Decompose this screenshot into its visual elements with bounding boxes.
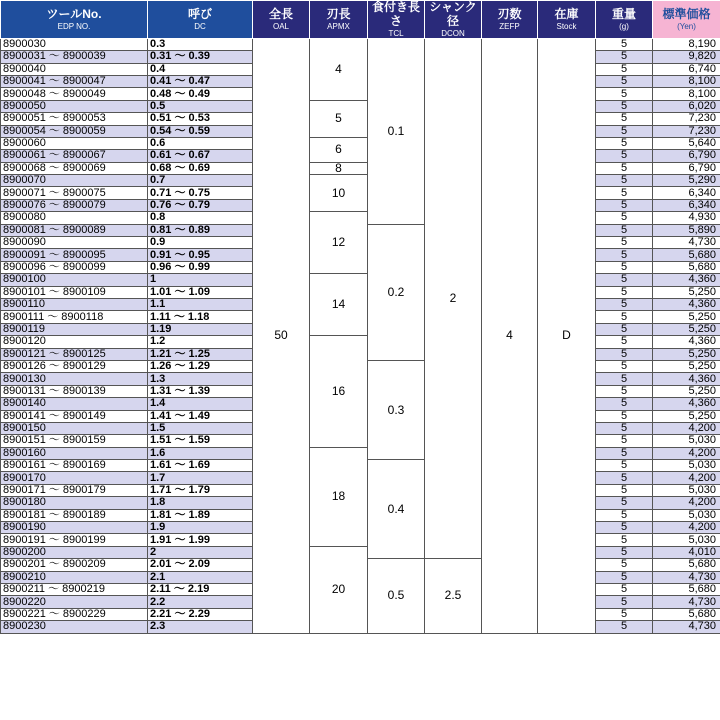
edp-number-cell: 8900211 ～ 8900219 [1,583,148,595]
diameter-cell: 0.54 ～ 0.59 [148,125,253,137]
weight-cell: 5 [596,298,653,310]
table-row [1,336,720,348]
diameter-cell: 1 [148,274,253,286]
edp-number-cell: 8900201 ～ 8900209 [1,559,148,571]
apmx-cell: 16 [310,336,368,448]
edp-number-cell: 8900151 ～ 8900159 [1,435,148,447]
diameter-cell: 2.1 [148,571,253,583]
weight-cell: 5 [596,261,653,273]
diameter-cell: 2.11 ～ 2.19 [148,583,253,595]
weight-cell: 5 [596,497,653,509]
tcl-cell: 0.1 [368,38,425,224]
diameter-cell: 1.71 ～ 1.79 [148,484,253,496]
edp-number-cell: 8900171 ～ 8900179 [1,484,148,496]
weight-cell: 5 [596,385,653,397]
price-cell: 4,360 [653,298,720,310]
edp-number-cell: 8900200 [1,546,148,558]
weight-cell: 5 [596,274,653,286]
table-row [1,100,720,112]
header-weight: 重量 (g) [596,1,653,39]
weight-cell: 5 [596,336,653,348]
diameter-cell: 1.8 [148,497,253,509]
edp-number-cell: 8900031 ～ 8900039 [1,51,148,63]
price-cell: 5,290 [653,175,720,187]
diameter-cell: 1.6 [148,447,253,459]
table-row [1,546,720,558]
apmx-cell: 5 [310,100,368,137]
price-cell: 4,200 [653,422,720,434]
price-cell: 4,730 [653,621,720,633]
weight-cell: 5 [596,422,653,434]
edp-number-cell: 8900221 ～ 8900229 [1,608,148,620]
table-row [1,447,720,459]
weight-cell: 5 [596,38,653,50]
price-cell: 5,250 [653,323,720,335]
price-cell: 5,030 [653,534,720,546]
edp-number-cell: 8900220 [1,596,148,608]
edp-number-cell: 8900140 [1,398,148,410]
edp-number-cell: 8900120 [1,336,148,348]
price-cell: 4,360 [653,373,720,385]
edp-number-cell: 8900160 [1,447,148,459]
price-cell: 5,250 [653,311,720,323]
diameter-cell: 1.21 ～ 1.25 [148,348,253,360]
table-row [1,274,720,286]
price-cell: 4,360 [653,336,720,348]
edp-number-cell: 8900068 ～ 8900069 [1,162,148,174]
apmx-cell: 10 [310,175,368,212]
edp-number-cell: 8900130 [1,373,148,385]
weight-cell: 5 [596,398,653,410]
weight-cell: 5 [596,150,653,162]
header-oal: 全長 OAL [253,1,310,39]
price-cell: 5,250 [653,348,720,360]
diameter-cell: 1.51 ～ 1.59 [148,435,253,447]
table-body [1,38,720,633]
weight-cell: 5 [596,546,653,558]
price-cell: 5,030 [653,509,720,521]
price-cell: 8,100 [653,75,720,87]
diameter-cell: 0.68 ～ 0.69 [148,162,253,174]
weight-cell: 5 [596,522,653,534]
weight-cell: 5 [596,410,653,422]
diameter-cell: 1.81 ～ 1.89 [148,509,253,521]
price-cell: 4,930 [653,212,720,224]
header-dcon: シャンク径 DCON [425,1,482,39]
weight-cell: 5 [596,484,653,496]
edp-number-cell: 8900041 ～ 8900047 [1,75,148,87]
price-cell: 7,230 [653,113,720,125]
diameter-cell: 1.19 [148,323,253,335]
diameter-cell: 1.61 ～ 1.69 [148,460,253,472]
edp-number-cell: 8900180 [1,497,148,509]
edp-number-cell: 8900161 ～ 8900169 [1,460,148,472]
edp-number-cell: 8900061 ～ 8900067 [1,150,148,162]
tcl-cell: 0.5 [368,559,425,633]
weight-cell: 5 [596,509,653,521]
weight-cell: 5 [596,596,653,608]
weight-cell: 5 [596,224,653,236]
diameter-cell: 0.51 ～ 0.53 [148,113,253,125]
dcon-cell: 2 [425,38,482,558]
weight-cell: 5 [596,621,653,633]
price-cell: 4,360 [653,274,720,286]
price-cell: 5,680 [653,608,720,620]
diameter-cell: 0.91 ～ 0.95 [148,249,253,261]
edp-number-cell: 8900170 [1,472,148,484]
diameter-cell: 1.31 ～ 1.39 [148,385,253,397]
weight-cell: 5 [596,360,653,372]
price-cell: 4,200 [653,472,720,484]
price-cell: 6,740 [653,63,720,75]
price-cell: 9,820 [653,51,720,63]
diameter-cell: 2.01 ～ 2.09 [148,559,253,571]
weight-cell: 5 [596,212,653,224]
header-edp: ツールNo. EDP NO. [1,1,148,39]
price-cell: 5,030 [653,460,720,472]
zefp-cell: 4 [482,38,538,633]
apmx-cell: 8 [310,162,368,174]
table-row [1,162,720,174]
weight-cell: 5 [596,311,653,323]
price-cell: 6,790 [653,150,720,162]
diameter-cell: 0.76 ～ 0.79 [148,199,253,211]
diameter-cell: 0.31 ～ 0.39 [148,51,253,63]
edp-number-cell: 8900110 [1,298,148,310]
weight-cell: 5 [596,571,653,583]
edp-number-cell: 8900040 [1,63,148,75]
edp-number-cell: 8900071 ～ 8900075 [1,187,148,199]
diameter-cell: 0.6 [148,137,253,149]
edp-number-cell: 8900126 ～ 8900129 [1,360,148,372]
diameter-cell: 1.2 [148,336,253,348]
edp-number-cell: 8900191 ～ 8900199 [1,534,148,546]
apmx-cell: 14 [310,274,368,336]
edp-number-cell: 8900060 [1,137,148,149]
diameter-cell: 1.1 [148,298,253,310]
header-stock: 在庫 Stock [538,1,596,39]
diameter-cell: 0.41 ～ 0.47 [148,75,253,87]
edp-number-cell: 8900150 [1,422,148,434]
edp-number-cell: 8900181 ～ 8900189 [1,509,148,521]
weight-cell: 5 [596,373,653,385]
diameter-cell: 1.4 [148,398,253,410]
price-cell: 6,340 [653,199,720,211]
diameter-cell: 1.41 ～ 1.49 [148,410,253,422]
tcl-cell: 0.2 [368,224,425,360]
weight-cell: 5 [596,51,653,63]
price-cell: 4,730 [653,596,720,608]
diameter-cell: 1.91 ～ 1.99 [148,534,253,546]
diameter-cell: 0.4 [148,63,253,75]
price-cell: 4,200 [653,522,720,534]
weight-cell: 5 [596,534,653,546]
header-tcl: 食付き長さ TCL [368,1,425,39]
price-cell: 5,250 [653,410,720,422]
dcon-cell: 2.5 [425,559,482,633]
oal-cell: 50 [253,38,310,633]
price-cell: 5,250 [653,385,720,397]
edp-number-cell: 8900076 ～ 8900079 [1,199,148,211]
price-cell: 5,680 [653,559,720,571]
diameter-cell: 1.3 [148,373,253,385]
weight-cell: 5 [596,608,653,620]
weight-cell: 5 [596,63,653,75]
edp-number-cell: 8900051 ～ 8900053 [1,113,148,125]
weight-cell: 5 [596,162,653,174]
price-cell: 4,730 [653,571,720,583]
edp-number-cell: 8900081 ～ 8900089 [1,224,148,236]
weight-cell: 5 [596,113,653,125]
diameter-cell: 2 [148,546,253,558]
diameter-cell: 0.3 [148,38,253,50]
tcl-cell: 0.4 [368,460,425,559]
edp-number-cell: 8900190 [1,522,148,534]
weight-cell: 5 [596,125,653,137]
diameter-cell: 1.9 [148,522,253,534]
stock-cell: D [538,38,596,633]
weight-cell: 5 [596,75,653,87]
header-apmx: 刃長 APMX [310,1,368,39]
price-cell: 5,250 [653,286,720,298]
weight-cell: 5 [596,249,653,261]
diameter-cell: 1.7 [148,472,253,484]
apmx-cell: 20 [310,546,368,633]
price-cell: 5,250 [653,360,720,372]
weight-cell: 5 [596,472,653,484]
price-cell: 6,790 [653,162,720,174]
price-cell: 4,200 [653,447,720,459]
price-cell: 5,030 [653,484,720,496]
diameter-cell: 2.21 ～ 2.29 [148,608,253,620]
diameter-cell: 1.5 [148,422,253,434]
weight-cell: 5 [596,88,653,100]
apmx-cell: 18 [310,447,368,546]
header-price: 標準価格 (Yen) [653,1,720,39]
edp-number-cell: 8900030 [1,38,148,50]
edp-number-cell: 8900048 ～ 8900049 [1,88,148,100]
weight-cell: 5 [596,175,653,187]
apmx-cell: 12 [310,212,368,274]
weight-cell: 5 [596,559,653,571]
edp-number-cell: 8900141 ～ 8900149 [1,410,148,422]
diameter-cell: 0.71 ～ 0.75 [148,187,253,199]
edp-number-cell: 8900100 [1,274,148,286]
diameter-cell: 0.9 [148,237,253,249]
price-cell: 4,200 [653,497,720,509]
apmx-cell: 4 [310,38,368,100]
price-cell: 4,730 [653,237,720,249]
diameter-cell: 2.2 [148,596,253,608]
price-cell: 5,030 [653,435,720,447]
edp-number-cell: 8900096 ～ 8900099 [1,261,148,273]
diameter-cell: 0.81 ～ 0.89 [148,224,253,236]
table-header [1,1,720,39]
edp-number-cell: 8900119 [1,323,148,335]
price-cell: 5,680 [653,261,720,273]
diameter-cell: 1.01 ～ 1.09 [148,286,253,298]
price-cell: 7,230 [653,125,720,137]
price-cell: 4,360 [653,398,720,410]
diameter-cell: 0.5 [148,100,253,112]
price-cell: 4,010 [653,546,720,558]
weight-cell: 5 [596,583,653,595]
price-cell: 5,680 [653,249,720,261]
edp-number-cell: 8900090 [1,237,148,249]
diameter-cell: 2.3 [148,621,253,633]
weight-cell: 5 [596,323,653,335]
price-cell: 8,100 [653,88,720,100]
weight-cell: 5 [596,435,653,447]
edp-number-cell: 8900091 ～ 8900095 [1,249,148,261]
weight-cell: 5 [596,348,653,360]
table-row [1,175,720,187]
price-cell: 6,020 [653,100,720,112]
table-row [1,38,720,50]
diameter-cell: 1.11 ～ 1.18 [148,311,253,323]
weight-cell: 5 [596,286,653,298]
header-zefp: 刃数 ZEFP [482,1,538,39]
price-cell: 6,340 [653,187,720,199]
edp-number-cell: 8900070 [1,175,148,187]
diameter-cell: 0.7 [148,175,253,187]
table-row [1,212,720,224]
price-cell: 8,190 [653,38,720,50]
edp-number-cell: 8900121 ～ 8900125 [1,348,148,360]
price-cell: 5,680 [653,583,720,595]
weight-cell: 5 [596,237,653,249]
tcl-cell: 0.3 [368,360,425,459]
edp-number-cell: 8900111 ～ 8900118 [1,311,148,323]
price-cell: 5,640 [653,137,720,149]
diameter-cell: 0.61 ～ 0.67 [148,150,253,162]
edp-number-cell: 8900101 ～ 8900109 [1,286,148,298]
price-cell: 5,890 [653,224,720,236]
edp-number-cell: 8900080 [1,212,148,224]
weight-cell: 5 [596,137,653,149]
weight-cell: 5 [596,447,653,459]
edp-number-cell: 8900230 [1,621,148,633]
header-dc: 呼び DC [148,1,253,39]
diameter-cell: 0.48 ～ 0.49 [148,88,253,100]
diameter-cell: 0.96 ～ 0.99 [148,261,253,273]
weight-cell: 5 [596,199,653,211]
edp-number-cell: 8900050 [1,100,148,112]
edp-number-cell: 8900210 [1,571,148,583]
weight-cell: 5 [596,460,653,472]
edp-number-cell: 8900054 ～ 8900059 [1,125,148,137]
diameter-cell: 1.26 ～ 1.29 [148,360,253,372]
apmx-cell: 6 [310,137,368,162]
table-row [1,137,720,149]
diameter-cell: 0.8 [148,212,253,224]
weight-cell: 5 [596,187,653,199]
weight-cell: 5 [596,100,653,112]
edp-number-cell: 8900131 ～ 8900139 [1,385,148,397]
